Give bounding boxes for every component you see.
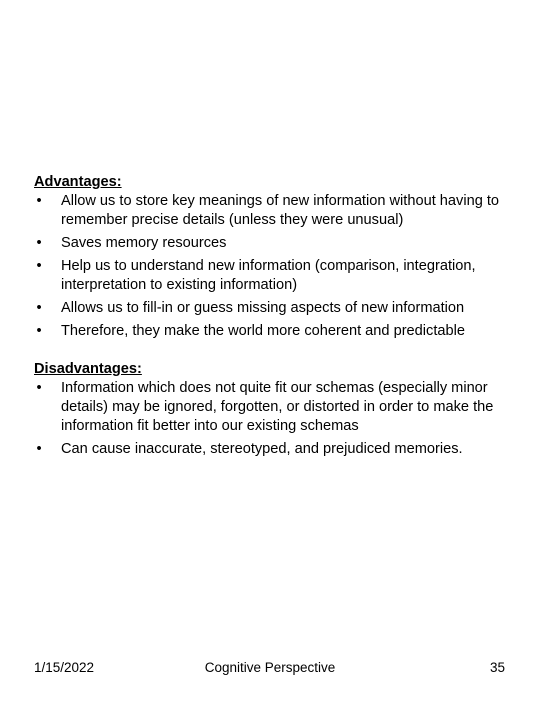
list-item <box>34 234 514 253</box>
footer-title: Cognitive Perspective <box>204 660 336 675</box>
bullet-icon: • <box>36 300 42 316</box>
list-item-text: Allow us to store key meanings of new information without having to remember precise details (unless they were unusual) <box>61 193 500 228</box>
list-item <box>34 379 514 436</box>
section-gap <box>34 345 514 360</box>
list-item <box>34 257 514 295</box>
footer-date: 1/15/2022 <box>34 660 95 675</box>
bullet-icon: • <box>36 323 42 339</box>
list-item-text: Saves memory resources <box>61 235 227 251</box>
list-item-text: Therefore, they make the world more coherent and predictable <box>61 323 465 339</box>
slide-body <box>34 173 514 463</box>
bullet-icon: • <box>36 235 42 251</box>
advantages-list <box>34 192 514 341</box>
advantages-heading: Advantages: <box>34 174 122 190</box>
disadvantages-heading: Disadvantages: <box>34 361 142 377</box>
list-item <box>34 299 514 318</box>
bullet-icon: • <box>36 193 42 209</box>
list-item-text: Can cause inaccurate, stereotyped, and prejudiced memories. <box>61 441 463 457</box>
list-item-text: Allows us to fill-in or guess missing aspects of new information <box>61 300 465 316</box>
list-item <box>34 440 514 459</box>
list-item <box>34 192 514 230</box>
list-item-text: Help us to understand new information (comparison, integration, interpretation to existing information) <box>61 258 476 293</box>
bullet-icon: • <box>36 258 42 274</box>
list-item <box>34 322 514 341</box>
bullet-icon: • <box>36 380 42 396</box>
bullet-icon: • <box>36 441 42 457</box>
list-item-text: Information which does not quite fit our schemas (especially minor details) may be ignored, forgotten, or distorted in order to make the information fit better into our existing schemas <box>61 380 494 434</box>
disadvantages-list <box>34 379 514 459</box>
page-number: 35 <box>489 660 505 675</box>
